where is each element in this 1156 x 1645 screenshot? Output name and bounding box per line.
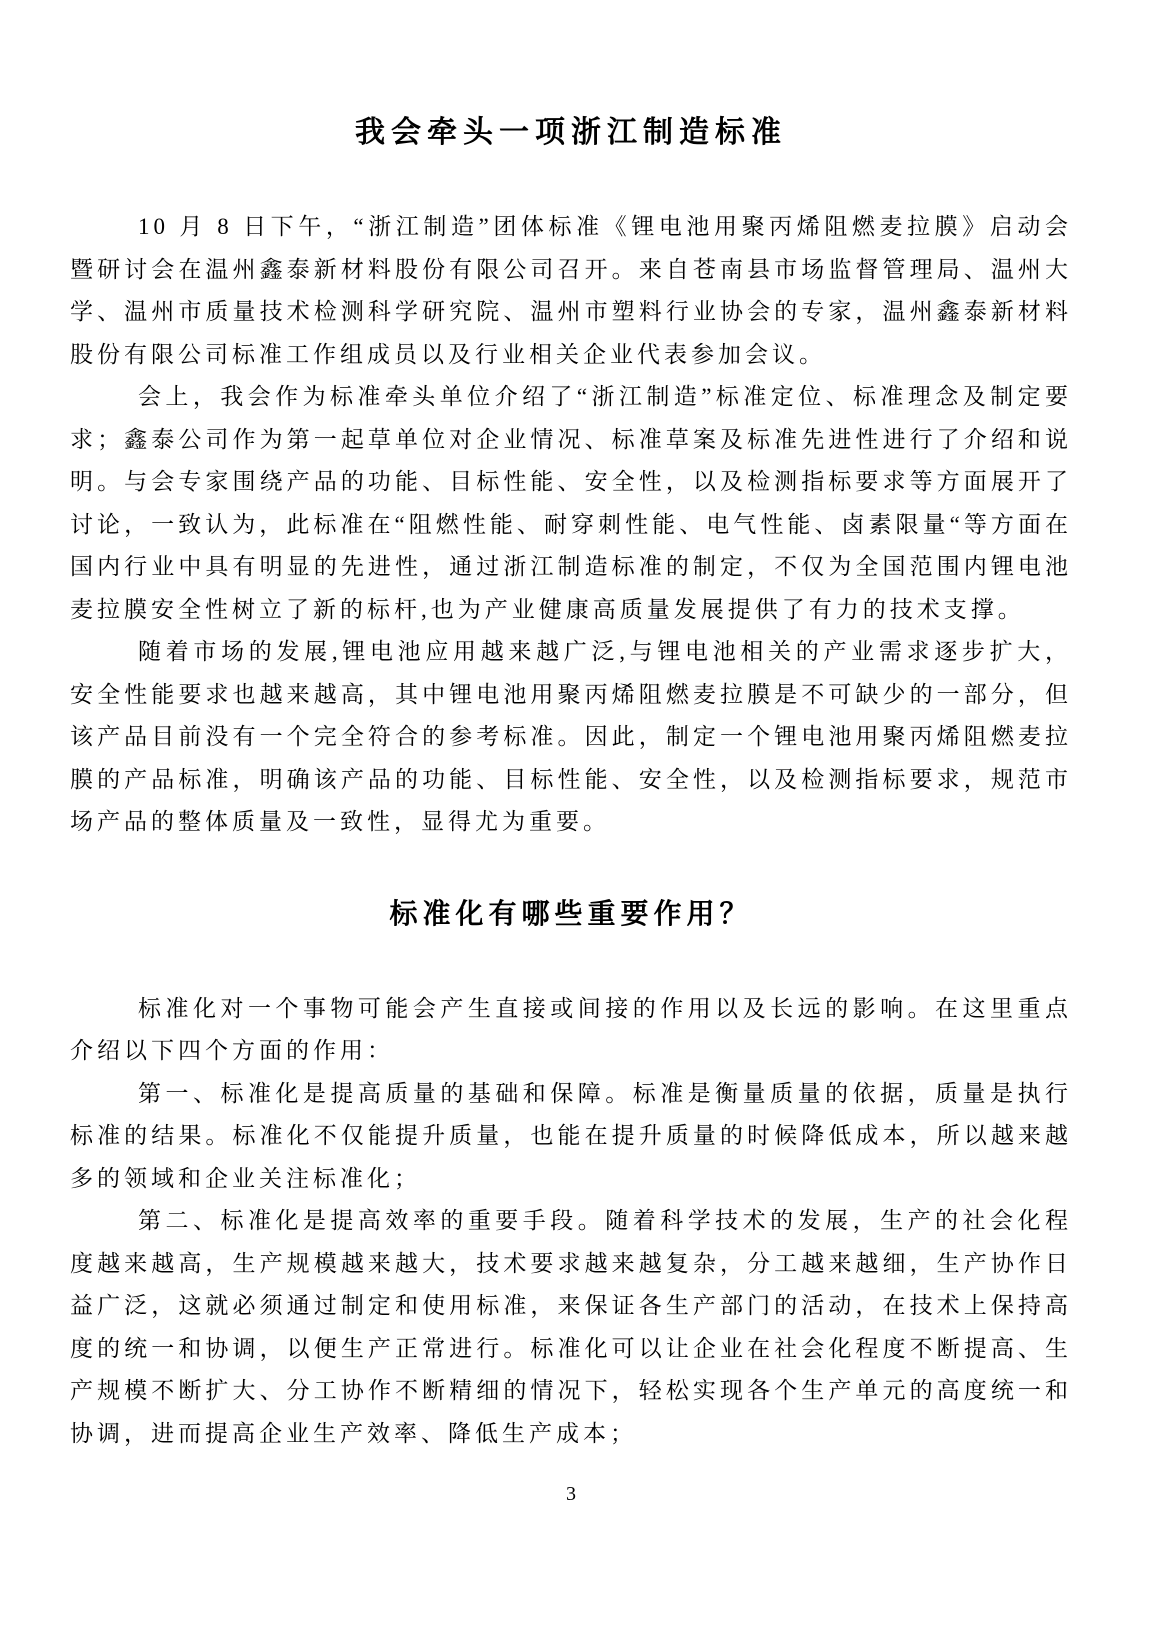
article-title-second: 标准化有哪些重要作用？ [389, 898, 753, 930]
article-title-first: 我会牵头一项浙江制造标准 [355, 116, 787, 149]
paragraph-point-two-efficiency: 第二、标准化是提高效率的重要手段。随着科学技术的发展，生产的社会化程度越来越高，生产规模越来越大，技术要求越来越复杂，分工越来越细，生产协作日益广泛，这就必须通过制定和使用标准，来保证各生产部门的活动，在技术上保持高度的统一和协调，以便生产正常进行。标准化可以让企业在社会化程度不断提高、生产规模不断扩大、分工协作不断精细的情况下，轻松实现各个生产单元的高度统一和协调，进而提高企业生产效率、降低生产成本； [70, 1208, 1072, 1446]
paragraph-standardization-intro: 标准化对一个事物可能会产生直接或间接的作用以及长远的影响。在这里重点介绍以下四个方面的作用： [70, 995, 1072, 1063]
page-number: 3 [566, 1483, 576, 1505]
paragraph-market-need: 随着市场的发展,锂电池应用越来越广泛,与锂电池相关的产业需求逐步扩大，安全性能要求也越来越高，其中锂电池用聚丙烯阻燃麦拉膜是不可缺少的一部分，但该产品目前没有一个完全符合的参考标准。因此，制定一个锂电池用聚丙烯阻燃麦拉膜的产品标准，明确该产品的功能、目标性能、安全性，以及检测指标要求，规范市场产品的整体质量及一致性，显得尤为重要。 [70, 639, 1072, 834]
paragraph-point-one-quality: 第一、标准化是提高质量的基础和保障。标准是衡量质量的依据，质量是执行标准的结果。标准化不仅能提升质量，也能在提升质量的时候降低成本，所以越来越多的领域和企业关注标准化； [70, 1080, 1072, 1191]
paragraph-meeting-discussion: 会上，我会作为标准牵头单位介绍了“浙江制造”标准定位、标准理念及制定要求；鑫泰公司作为第一起草单位对企业情况、标准草案及标准先进性进行了介绍和说明。与会专家围绕产品的功能、目标性能、安全性，以及检测指标要求等方面展开了讨论，一致认为，此标准在“阻燃性能、耐穿刺性能、电气性能、卤素限量“等方面在国内行业中具有明显的先进性，通过浙江制造标准的制定，不仅为全国范围内锂电池麦拉膜安全性树立了新的标杆,也为产业健康高质量发展提供了有力的技术支撑。 [70, 384, 1072, 622]
paragraph-meeting-launch: 10 月 8 日下午，“浙江制造”团体标准《锂电池用聚丙烯阻燃麦拉膜》启动会暨研讨会在温州鑫泰新材料股份有限公司召开。来自苍南县市场监督管理局、温州大学、温州市质量技术检测科学研究院、温州市塑料行业协会的专家，温州鑫泰新材料股份有限公司标准工作组成员以及行业相关企业代表参加会议。 [70, 214, 1072, 367]
